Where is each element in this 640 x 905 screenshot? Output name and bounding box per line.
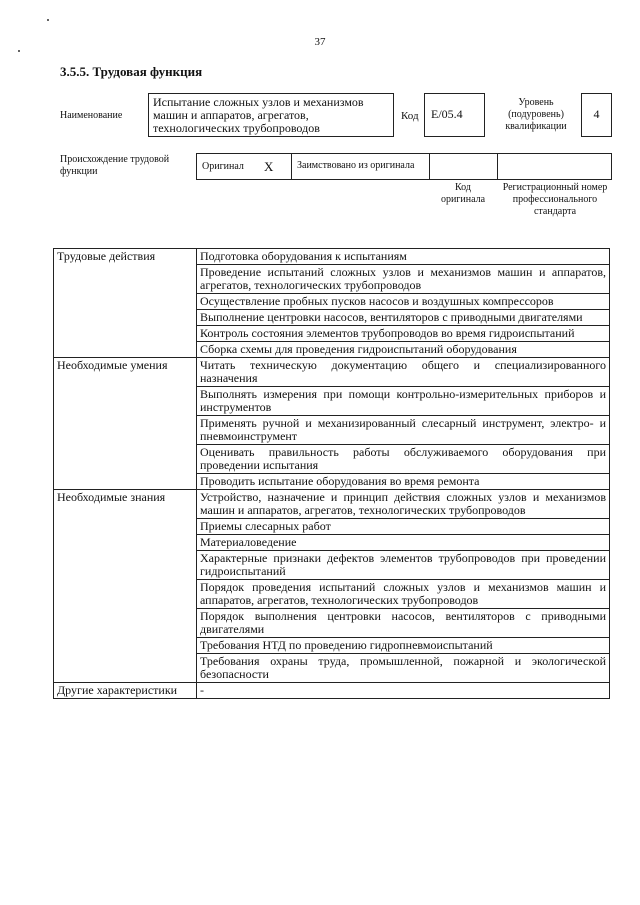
list-item: Оценивать правильность работы обслуживаемого оборудования при проведении испытания: [197, 445, 610, 474]
list-item: Читать техническую документацию общего и специализированного назначения: [197, 358, 610, 387]
list-item: Осуществление пробных пусков насосов и воздушных компрессоров: [197, 294, 610, 310]
function-name-box: [148, 93, 394, 137]
list-item: Порядок выполнения центровки насосов, вентиляторов с приводными двигателями: [197, 609, 610, 638]
code-caption: Код оригинала: [440, 182, 486, 205]
list-item: Подготовка оборудования к испытаниям: [197, 249, 610, 265]
list-item: -: [197, 683, 610, 699]
list-item: Выполнять измерения при помощи контрольно-измерительных приборов и инструментов: [197, 387, 610, 416]
code-box: [424, 93, 485, 137]
category-required-knowledge: Необходимые знания: [54, 490, 197, 683]
table-row: [54, 490, 610, 519]
code-value: E/05.4: [431, 107, 463, 121]
code-label: Код: [401, 110, 419, 122]
list-item: Устройство, назначение и принцип действия сложных узлов и механизмов машин и аппаратов, агрегатов, технологических трубопроводов: [197, 490, 610, 519]
original-code-cell: [429, 153, 498, 180]
borrowed-cell: [291, 153, 430, 180]
name-label: Наименование: [60, 110, 123, 121]
list-item: Сборка схемы для проведения гидроиспытаний оборудования: [197, 342, 610, 358]
category-labor-actions: Трудовые действия: [54, 249, 197, 358]
list-item: Проведение испытаний сложных узлов и механизмов машин и аппаратов, агрегатов, технологических трубопроводов: [197, 265, 610, 294]
list-item: Применять ручной и механизированный слесарный инструмент, электро- и пневмоинструмент: [197, 416, 610, 445]
table-row: [54, 683, 610, 699]
category-required-skills: Необходимые умения: [54, 358, 197, 490]
list-item: Требования охраны труда, промышленной, пожарной и экологической безопасности: [197, 654, 610, 683]
list-item: Материаловедение: [197, 535, 610, 551]
list-item: Выполнение центровки насосов, вентиляторов с приводными двигателями: [197, 310, 610, 326]
origin-label: Происхождение трудовой функции: [60, 154, 170, 177]
section-title: 3.5.5. Трудовая функция: [60, 64, 203, 79]
list-item: Характерные признаки дефектов элементов трубопроводов при проведении гидроиспытаний: [197, 551, 610, 580]
level-value: 4: [593, 107, 600, 121]
scan-speck: [18, 50, 20, 52]
original-label: Оригинал: [202, 161, 244, 172]
original-cell: [196, 153, 292, 180]
list-item: Порядок проведения испытаний сложных узлов и механизмов машин и аппаратов, агрегатов, технологических трубопроводов: [197, 580, 610, 609]
table-row: [54, 249, 610, 265]
list-item: Проводить испытание оборудования во время ремонта: [197, 474, 610, 490]
function-details-table: [53, 248, 610, 699]
table-row: [54, 358, 610, 387]
level-label: Уровень (подуровень) квалификации: [505, 97, 567, 132]
category-other-characteristics: Другие характеристики: [54, 683, 197, 699]
registration-caption: Регистрационный номер профессионального стандарта: [502, 182, 608, 217]
scan-speck: [47, 19, 49, 21]
page-number: 37: [314, 36, 326, 48]
list-item: Контроль состояния элементов трубопроводов во время гидроиспытаний: [197, 326, 610, 342]
function-name: Испытание сложных узлов и механизмов машин и аппаратов, агрегатов, технологических трубопроводов: [153, 95, 364, 135]
list-item: Приемы слесарных работ: [197, 519, 610, 535]
registration-number-cell: [497, 153, 612, 180]
list-item: Требования НТД по проведению гидропневмоиспытаний: [197, 638, 610, 654]
level-box: [581, 93, 612, 137]
borrowed-label: Заимствовано из оригинала: [297, 160, 415, 171]
original-mark: X: [264, 159, 274, 174]
